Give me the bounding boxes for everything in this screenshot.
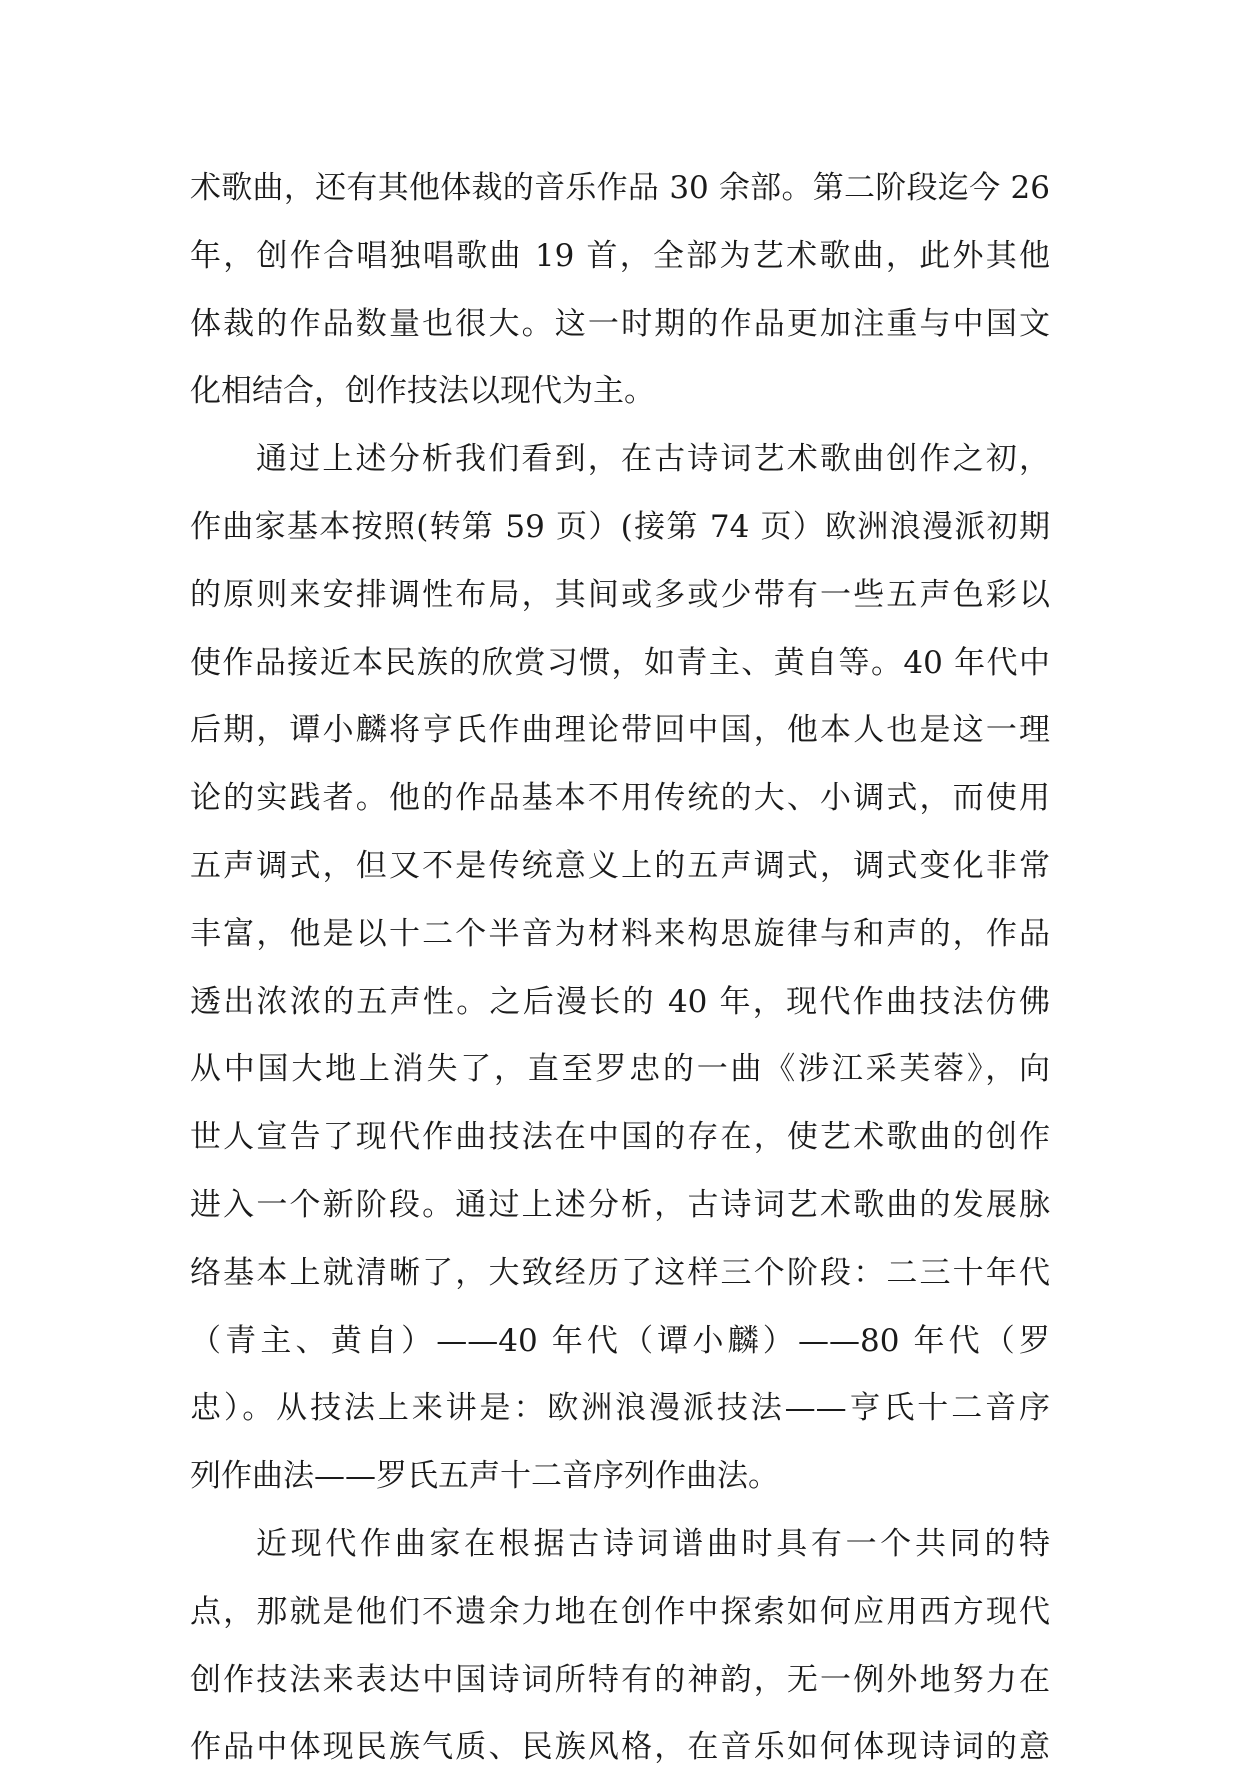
text-line: 化相结合，创作技法以现代为主。: [190, 373, 655, 410]
body-text: [190, 155, 1050, 1782]
text-line: 丰富，他是以十二个半音为材料来构思旋律与和声的，作品: [190, 915, 1050, 952]
text-line: 创作技法来表达中国诗词所特有的神韵，无一例外地努力在: [190, 1661, 1050, 1698]
text-line: 点，那就是他们不遗余力地在创作中探索如何应用西方现代: [190, 1593, 1050, 1630]
text-line: 近现代作曲家在根据古诗词谱曲时具有一个共同的特: [256, 1525, 1050, 1562]
text-line: 作曲家基本按照(转第 59 页）(接第 74 页）欧洲浪漫派初期: [190, 508, 1050, 545]
text-line: 体裁的作品数量也很大。这一时期的作品更加注重与中国文: [190, 305, 1050, 342]
paragraph-2: [190, 426, 1050, 1511]
text-line: 透出浓浓的五声性。之后漫长的 40 年，现代作曲技法仿佛: [190, 983, 1050, 1020]
paragraph-3: [190, 1511, 1050, 1782]
text-line: 络基本上就清晰了，大致经历了这样三个阶段：二三十年代: [190, 1254, 1050, 1291]
text-line: 列作曲法——罗氏五声十二音序列作曲法。: [190, 1458, 779, 1495]
text-line: 通过上述分析我们看到，在古诗词艺术歌曲创作之初，: [256, 441, 1050, 478]
text-line: 作品中体现民族气质、民族风格，在音乐如何体现诗词的意: [190, 1729, 1050, 1766]
text-line: 的原则来安排调性布局，其间或多或少带有一些五声色彩以: [190, 576, 1050, 613]
text-line: 后期，谭小麟将亨氏作曲理论带回中国，他本人也是这一理: [190, 712, 1050, 749]
text-line: 从中国大地上消失了，直至罗忠的一曲《涉江采芙蓉》，向: [190, 1051, 1050, 1088]
text-line: 术歌曲，还有其他体裁的音乐作品 30 余部。第二阶段迄今 26: [190, 170, 1050, 206]
text-line: 使作品接近本民族的欣赏习惯，如青主、黄自等。40 年代中: [190, 644, 1050, 681]
text-line: 忠）。从技法上来讲是：欧洲浪漫派技法——亨氏十二音序: [190, 1390, 1050, 1427]
paragraph-1: [190, 155, 1050, 426]
text-line: 世人宣告了现代作曲技法在中国的存在，使艺术歌曲的创作: [190, 1119, 1050, 1156]
text-line: 五声调式，但又不是传统意义上的五声调式，调式变化非常: [190, 847, 1050, 884]
text-line: （青主、黄自）——40 年代（谭小麟）——80 年代（罗: [190, 1322, 1050, 1359]
text-line: 年，创作合唱独唱歌曲 19 首，全部为艺术歌曲，此外其他: [190, 237, 1050, 274]
text-line: 论的实践者。他的作品基本不用传统的大、小调式，而使用: [190, 780, 1050, 817]
text-line: 进入一个新阶段。通过上述分析，古诗词艺术歌曲的发展脉: [190, 1186, 1050, 1223]
